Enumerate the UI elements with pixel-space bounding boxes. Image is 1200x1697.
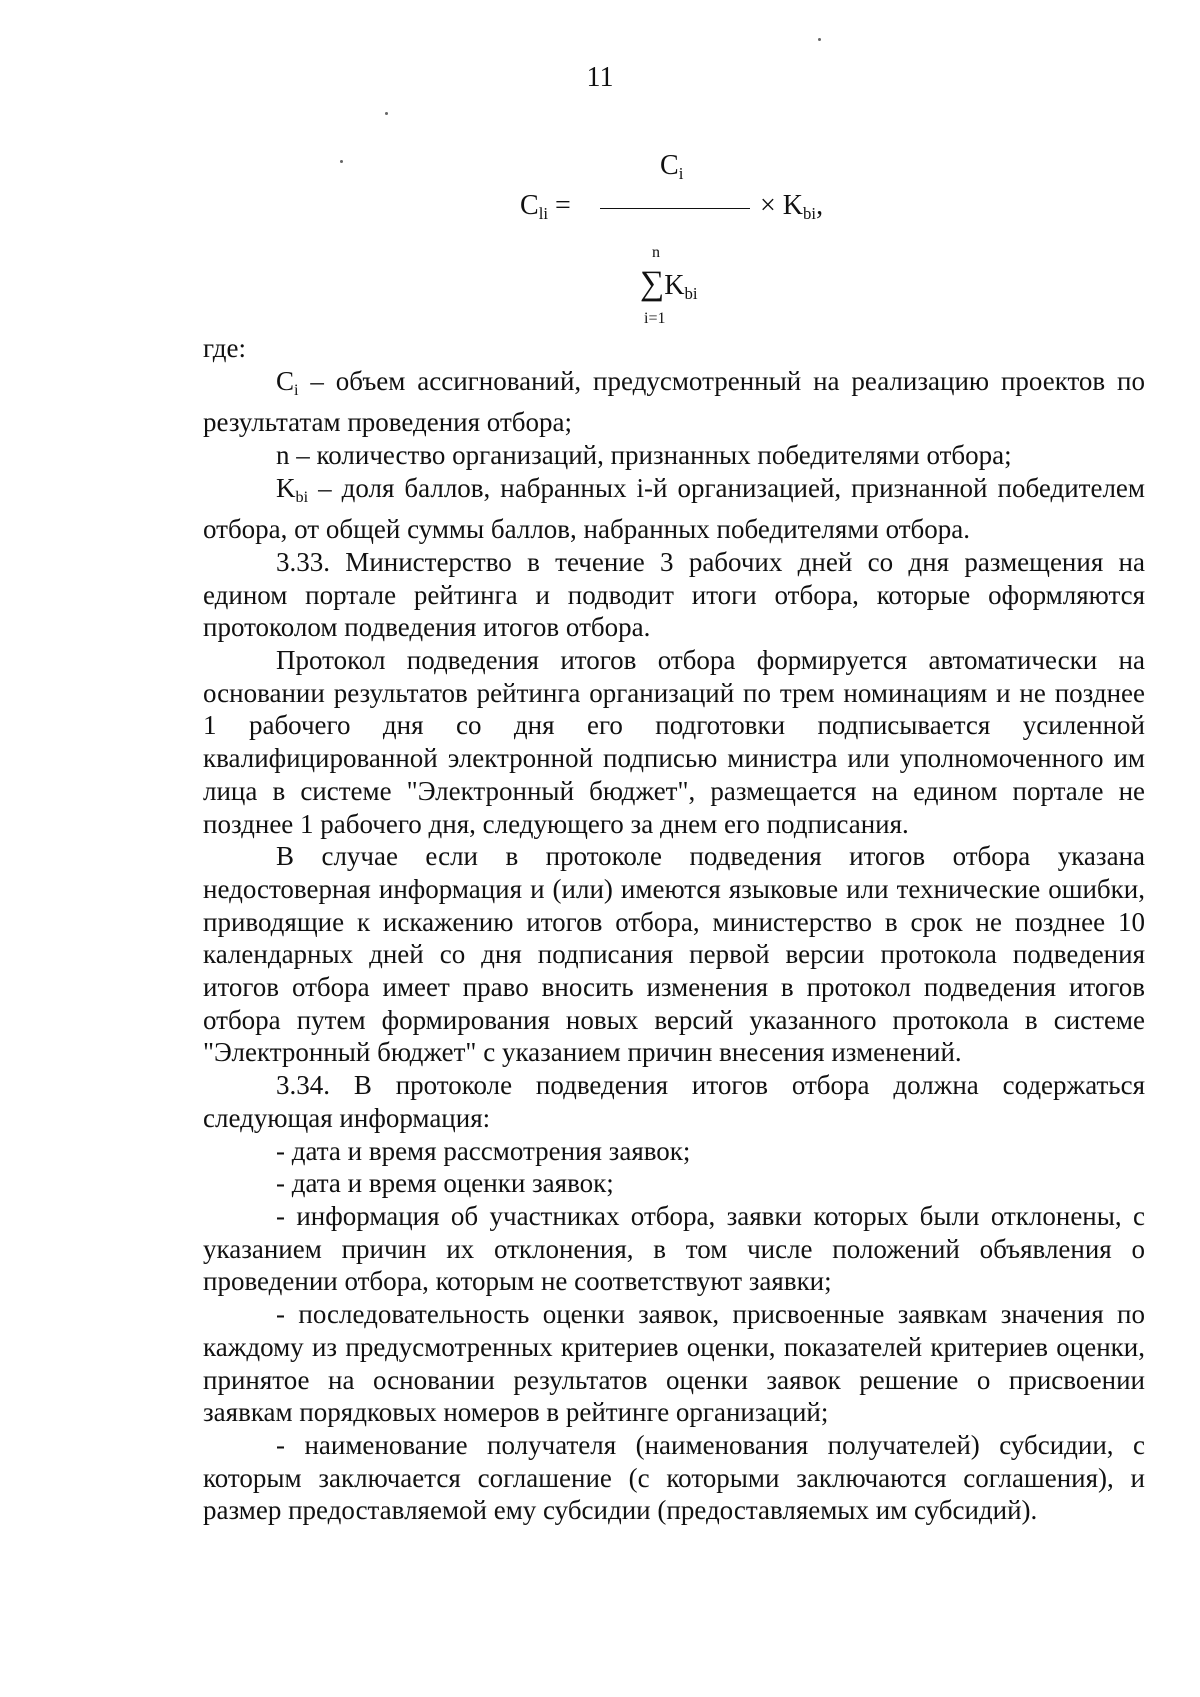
formula-denominator: $\sum K_{bi}$ <box>640 265 698 304</box>
formula-numerator: $C_i$ <box>660 150 684 184</box>
list-item: - наименование получателя (наименования получателей) субсидии, с которым заключается соглашение (с которыми заключаются соглашения), и размер предоставляемой ему субсидии (предоставляемых им субсидий). <box>203 1429 1145 1526</box>
list-item: - информация об участниках отбора, заявки которых были отклонены, с указанием причин их отклонения, в том числе положений объявления о проведении отбора, которым не соответствуют заявки; <box>203 1201 1145 1297</box>
list-item: - дата и время рассмотрения заявок; <box>276 1135 691 1166</box>
list-item: - дата и время оценки заявок; <box>276 1168 614 1199</box>
scan-speck <box>818 38 821 41</box>
sum-lower-limit: i=1 <box>644 310 666 327</box>
formula-multiplier: × $K_{bi}$, <box>760 190 824 224</box>
paragraph-3-34: 3.34. В протоколе подведения итогов отбора должна содержаться следующая информация: <box>203 1070 1145 1133</box>
sum-upper-limit: n <box>652 244 660 261</box>
where-label: где: <box>203 333 246 363</box>
document-body <box>203 332 1145 1527</box>
definition-n: n – количество организаций, признанных победителями отбора; <box>276 439 1012 470</box>
paragraph-corrections: В случае если в протоколе подведения итогов отбора указана недостоверная информация и (или) имеются языковые или технические ошибки, приводящие к искажению итогов отбора, министерство в срок не позднее 10 календарных дней со дня подписания первой версии протокола подведения итогов отбора имеет право вносить изменения в протокол подведения итогов отбора путем формирования новых версий указанного протокола в системе "Электронный бюджет" с указанием причин внесения изменений. <box>203 841 1145 1068</box>
page-number: 11 <box>586 62 614 93</box>
scan-speck <box>385 112 388 115</box>
definition-kbi: $K_{bi}$ – доля баллов, набранных i-й организацией, признанной победителем отбора, от общей суммы баллов, набранных победителями отбора. <box>203 472 1145 545</box>
list-item: - последовательность оценки заявок, присвоенные заявкам значения по каждому из предусмотренных критериев оценки, показателей критериев оценки, принятое на основании результатов оценки заявок решение о присвоении заявкам порядковых номеров в рейтинге организаций; <box>203 1299 1145 1428</box>
formula-lhs: $C_{li}$ = <box>520 190 571 224</box>
formula <box>520 150 824 330</box>
definition-ci: $C_i$ – объем ассигнований, предусмотренный на реализацию проектов по результатам проведения отбора; <box>203 365 1145 438</box>
fraction-line <box>600 208 750 209</box>
paragraph-3-33: 3.33. Министерство в течение 3 рабочих дней со дня размещения на едином портале рейтинга и подводит итоги отбора, которые оформляются протоколом подведения итогов отбора. <box>203 546 1145 643</box>
paragraph-protocol: Протокол подведения итогов отбора формируется автоматически на основании результатов рейтинга организаций по трем номинациям и не позднее 1 рабочего дня со дня его подготовки подписывается усиленной квалифицированной электронной подписью министра или уполномоченного им лица в системе "Электронный бюджет", размещается на едином портале не позднее 1 рабочего дня, следующего за днем его подписания. <box>203 645 1145 839</box>
sigma-symbol: ∑ <box>640 265 665 302</box>
scan-speck <box>340 160 343 163</box>
